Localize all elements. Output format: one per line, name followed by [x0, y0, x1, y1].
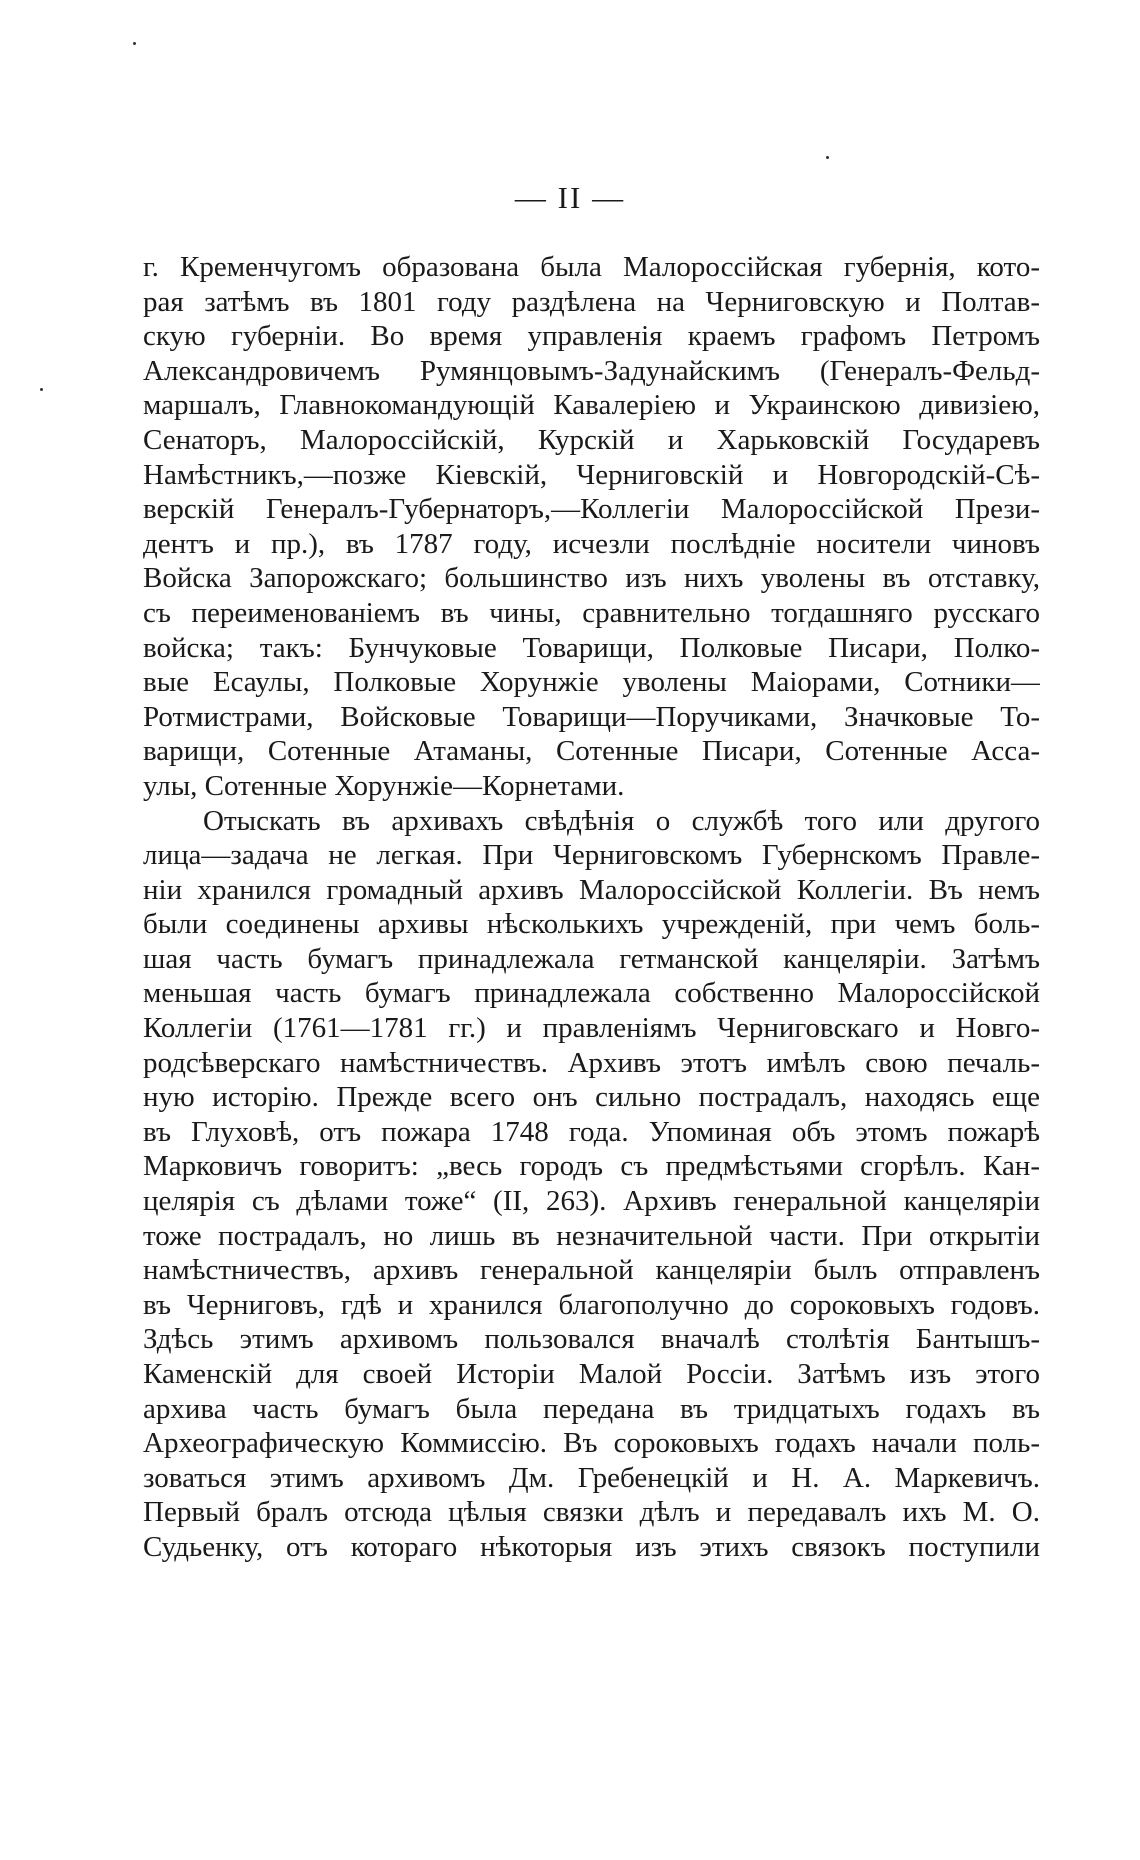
text-line: Каменскій для своей Исторіи Малой Россіи. Затѣмъ изъ этого — [143, 1358, 1040, 1390]
text-line: улы, Сотенные Хорунжіе—Корнетами. — [143, 769, 625, 802]
text-line: Археографическую Коммиссію. Въ сороковыхъ годахъ начали поль- — [143, 1427, 1040, 1460]
text-line: Ротмистрами, Войсковые Товарищи—Поручиками, Значковые То- — [143, 700, 1040, 733]
text-line: Здѣсь этимъ архивомъ пользовался вначалѣ столѣтія Бантышъ- — [143, 1323, 1040, 1356]
paragraph-2 — [143, 804, 1040, 1565]
text-line: намѣстничествъ, архивъ генеральной канцеляріи былъ отправленъ — [143, 1254, 1040, 1287]
text-line: маршалъ, Главнокомандующій Кавалеріею и Украинскою дивизіею, — [143, 389, 1040, 422]
text-line: г. Кременчугомъ образована была Малороссійская губернія, кото- — [143, 251, 1040, 283]
text-line: Александровичемъ Румянцовымъ-Задунайскимъ (Генералъ-Фельд- — [143, 354, 1040, 387]
text-line: ную исторію. Прежде всего онъ сильно пострадалъ, находясь еще — [143, 1081, 1040, 1114]
text-line: въ Глуховѣ, отъ пожара 1748 года. Упоминая объ этомъ пожарѣ — [143, 1115, 1040, 1148]
text-line: въ Черниговъ, гдѣ и хранился благополучно до сороковыхъ годовъ. — [143, 1288, 1040, 1321]
text-line: Первый бралъ отсюда цѣлыя связки дѣлъ и передавалъ ихъ М. О. — [143, 1496, 1040, 1529]
text-line: целярія съ дѣлами тоже“ (II, 263). Архивъ генеральной канцеляріи — [143, 1185, 1040, 1218]
print-speck — [826, 156, 829, 159]
text-line: тоже пострадалъ, но лишь въ незначительной части. При открытіи — [143, 1219, 1040, 1252]
text-line: варищи, Сотенные Атаманы, Сотенные Писари, Сотенные Асса- — [143, 735, 1040, 768]
text-line: Войска Запорожскаго; большинство изъ нихъ уволены въ отставку, — [143, 562, 1040, 595]
text-line: архива часть бумагъ была передана въ тридцатыхъ годахъ въ — [143, 1392, 1040, 1425]
text-line: родсѣверскаго намѣстничествъ. Архивъ этотъ имѣлъ свою печаль- — [143, 1046, 1040, 1079]
text-line: ніи хранился громадный архивъ Малороссійской Коллегіи. Въ немъ — [143, 873, 1040, 906]
page-number: — II — — [514, 180, 626, 215]
text-line: рая затѣмъ въ 1801 году раздѣлена на Черниговскую и Полтав- — [143, 285, 1040, 318]
print-speck — [40, 388, 43, 391]
text-line: Намѣстникъ,—позже Кіевскій, Черниговскій и Новгородскій-Сѣ- — [143, 458, 1040, 491]
print-speck — [133, 42, 136, 45]
text-line: меньшая часть бумагъ принадлежала собственно Малороссійской — [143, 977, 1040, 1010]
text-line: дентъ и пр.), въ 1787 году, исчезли послѣдніе носители чиновъ — [143, 527, 1040, 560]
text-line: съ переименованіемъ въ чины, сравнительно тогдашняго русскаго — [143, 596, 1040, 629]
text-line: зоваться этимъ архивомъ Дм. Гребенецкій и Н. А. Маркевичъ. — [143, 1461, 1040, 1494]
text-line: вые Есаулы, Полковые Хорунжіе уволены Маіорами, Сотники— — [143, 666, 1040, 699]
text-line: Сенаторъ, Малороссійскій, Курскій и Харьковскій Государевъ — [143, 423, 1040, 456]
text-line: Марковичъ говоритъ: „весь городъ съ предмѣстьями сгорѣлъ. Кан- — [143, 1150, 1040, 1183]
text-line: лица—задача не легкая. При Черниговскомъ Губернскомъ Правле- — [143, 839, 1040, 872]
body-text — [143, 250, 1040, 1565]
text-line: верскій Генералъ-Губернаторъ,—Коллегіи Малороссійской Прези- — [143, 493, 1040, 526]
text-line: шая часть бумагъ принадлежала гетманской канцеляріи. Затѣмъ — [143, 942, 1040, 975]
text-line: скую губерніи. Во время управленія краемъ графомъ Петромъ — [143, 320, 1040, 353]
text-line: войска; такъ: Бунчуковые Товарищи, Полковые Писари, Полко- — [143, 631, 1040, 664]
text-line: Отыскать въ архивахъ свѣдѣнія о службѣ того или другого — [203, 804, 1040, 837]
paragraph-1 — [143, 250, 1040, 804]
text-line: Коллегіи (1761—1781 гг.) и правленіямъ Черниговскаго и Новго- — [143, 1012, 1040, 1045]
text-line: Судьенку, отъ котораго нѣкоторыя изъ этихъ связокъ поступили — [143, 1530, 1040, 1563]
text-line: были соединены архивы нѣсколькихъ учрежденій, при чемъ боль- — [143, 908, 1040, 941]
